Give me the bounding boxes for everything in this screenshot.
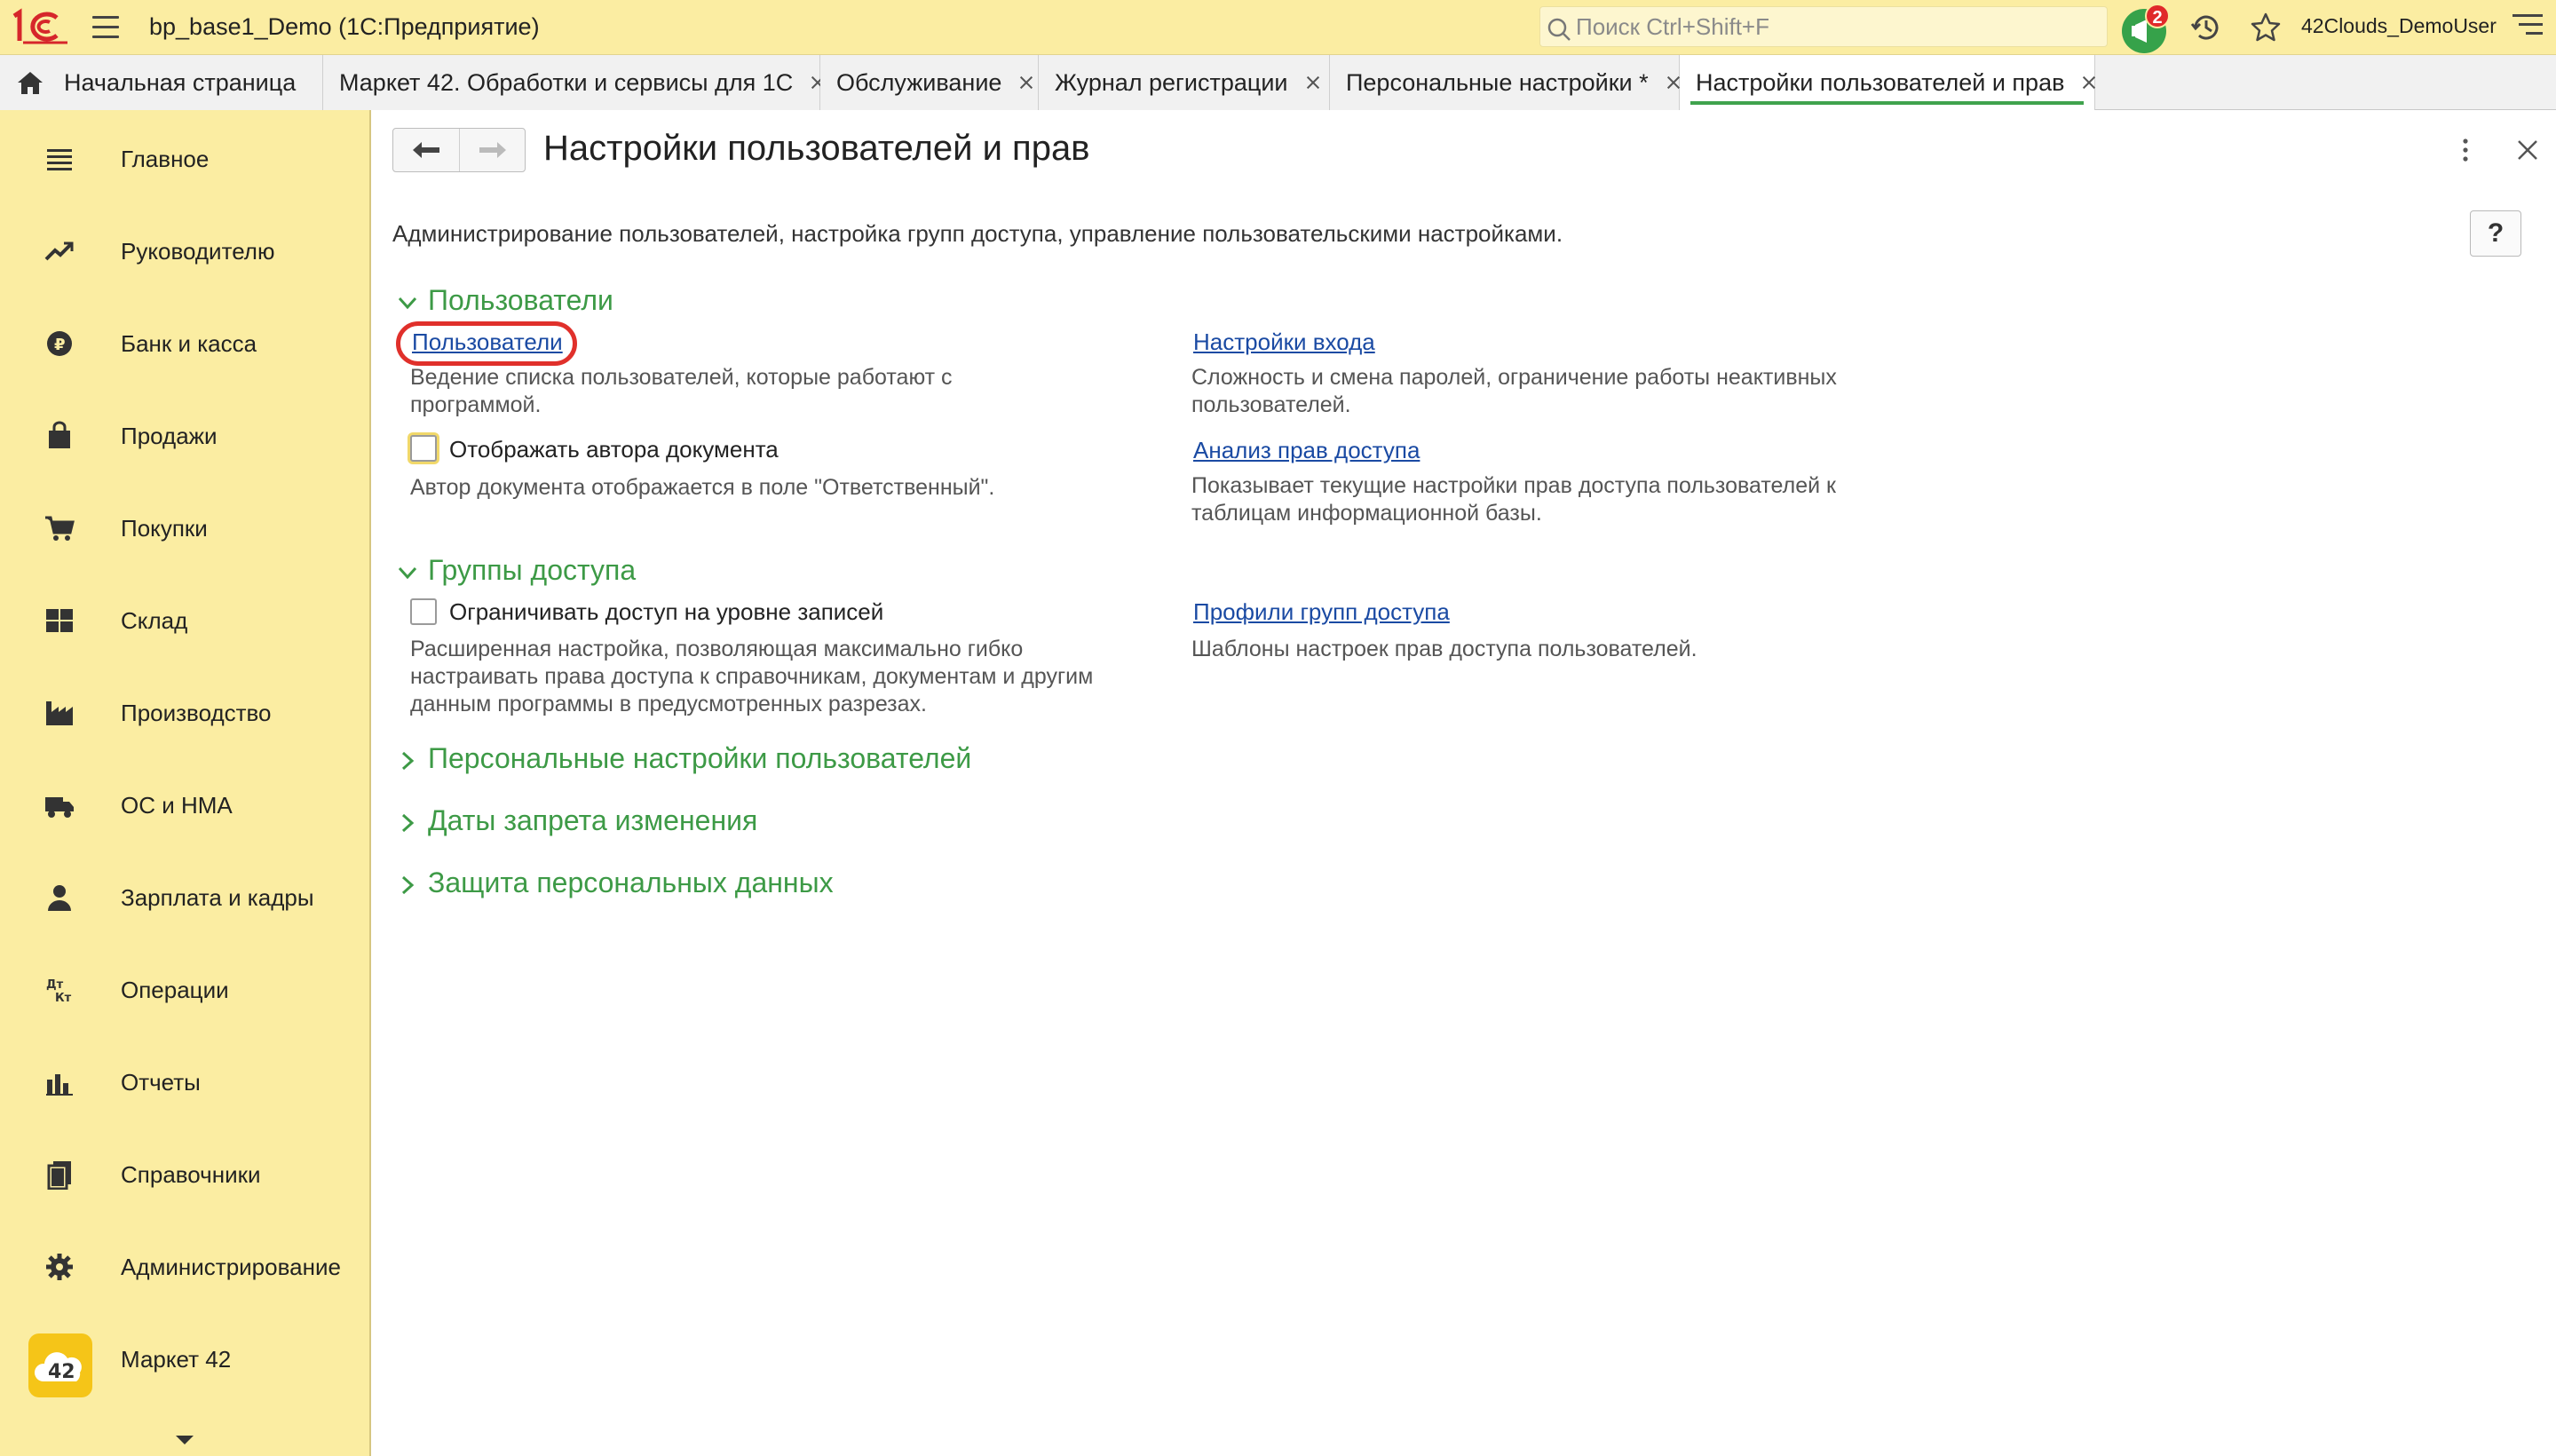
close-tab-icon[interactable]: [1304, 74, 1313, 91]
chevron-down-icon: [396, 291, 419, 314]
tab-market42[interactable]: [323, 55, 820, 110]
tab-user-rights-settings[interactable]: [1680, 55, 2095, 110]
sidebar-item-warehouse[interactable]: [0, 575, 369, 664]
sidebar-item-label: Маркет 42: [121, 1346, 232, 1373]
sidebar-item-label: Банк и касса: [121, 330, 257, 357]
access-analysis-link[interactable]: Анализ прав доступа: [1193, 437, 1420, 463]
favorites-star-icon[interactable]: [2249, 11, 2283, 44]
svg-text:42: 42: [48, 1361, 75, 1383]
access-analysis-note: Показывает текущие настройки прав доступа пользователей к таблицам информационной базы.: [1191, 473, 1836, 526]
search-box[interactable]: [1539, 6, 2108, 47]
tab-label: Маркет 42. Обработки и сервисы для 1С: [339, 68, 794, 96]
tab-home[interactable]: [0, 55, 323, 110]
sidebar-item-operations[interactable]: [0, 945, 369, 1033]
sidebar-item-fixed-assets[interactable]: [0, 760, 369, 849]
arrow-left-icon: [411, 140, 441, 160]
back-button[interactable]: [393, 129, 459, 171]
warehouse-icon: [44, 605, 75, 636]
home-icon: [16, 68, 44, 97]
show-author-checkbox[interactable]: [410, 435, 437, 462]
chevron-down-icon: [396, 561, 419, 584]
sidebar-item-label: Отчеты: [121, 1069, 201, 1096]
history-icon[interactable]: [2189, 11, 2223, 44]
sidebar-item-administration[interactable]: [0, 1222, 369, 1310]
group-title: Пользователи: [428, 284, 613, 316]
books-icon: [44, 1159, 75, 1190]
sidebar-item-label: Покупки: [121, 515, 208, 542]
sidebar-item-market42[interactable]: [0, 1314, 369, 1403]
dt-kt-icon: [44, 975, 75, 1005]
trend-icon: [44, 236, 75, 266]
access-group-profiles-note: Шаблоны настроек прав доступа пользователей.: [1191, 637, 1697, 661]
svg-text:₽: ₽: [54, 336, 66, 354]
show-author-note: Автор документа отображается в поле "Ответственный".: [410, 475, 995, 500]
notifications-button[interactable]: [2122, 5, 2168, 50]
close-form-icon[interactable]: [2514, 137, 2541, 163]
cart-icon: [44, 513, 75, 543]
app-title: bp_base1_Demo (1С:Предприятие): [149, 13, 540, 40]
current-user[interactable]: 42Clouds_DemoUser: [2301, 14, 2497, 37]
sidebar-item-label: Операции: [121, 977, 229, 1003]
tab-label: Настройки пользователей и прав: [1696, 68, 2065, 96]
svg-text:Дт: Дт: [46, 978, 64, 992]
factory-icon: [44, 698, 75, 728]
restrict-record-level-note: Расширенная настройка, позволяющая максимально гибко настраивать права доступа к справочникам, документам и другим данным программы в предусмотренных разрезах.: [410, 637, 1094, 716]
group-title: Персональные настройки пользователей: [428, 742, 972, 774]
page-description: Администрирование пользователей, настройка групп доступа, управление пользовательскими настройками.: [392, 220, 1563, 247]
bag-icon: [44, 421, 75, 451]
group-access-groups-header[interactable]: [396, 554, 636, 587]
group-change-lock-dates-header[interactable]: [396, 804, 757, 837]
main-menu-icon[interactable]: [92, 16, 119, 39]
list-icon: [44, 144, 75, 174]
group-title: Защита персональных данных: [428, 866, 834, 898]
sidebar-item-label: Главное: [121, 146, 210, 172]
chevron-right-icon: [396, 811, 419, 835]
forward-button[interactable]: [459, 129, 525, 171]
tab-label: Персональные настройки *: [1346, 68, 1649, 96]
sidebar-item-label: Зарплата и кадры: [121, 884, 314, 911]
sidebar-item-label: Администрирование: [121, 1254, 341, 1280]
truck-icon: [44, 790, 75, 820]
scroll-down-icon[interactable]: [174, 1433, 195, 1447]
group-personal-data-protection-header[interactable]: [396, 866, 834, 899]
group-title: Группы доступа: [428, 554, 637, 586]
settings-menu-icon[interactable]: [2512, 14, 2543, 41]
tab-event-log[interactable]: [1039, 55, 1330, 110]
sidebar-item-sales[interactable]: [0, 391, 369, 479]
navigation-buttons: [392, 128, 526, 172]
tab-label: Начальная страница: [64, 68, 297, 96]
tab-personal-settings[interactable]: [1330, 55, 1680, 110]
group-title: Даты запрета изменения: [428, 804, 758, 836]
sidebar-item-manager[interactable]: [0, 206, 369, 295]
bar-chart-icon: [44, 1067, 75, 1097]
access-group-profiles-link[interactable]: Профили групп доступа: [1193, 598, 1450, 625]
group-users-header[interactable]: [396, 284, 613, 317]
sidebar-item-label: Склад: [121, 607, 188, 634]
login-settings-link[interactable]: Настройки входа: [1193, 328, 1375, 355]
sidebar-item-label: Продажи: [121, 423, 218, 449]
tab-label: Обслуживание: [836, 68, 1002, 96]
users-note: Ведение списка пользователей, которые работают с программой.: [410, 365, 953, 417]
sidebar-item-bank[interactable]: [0, 298, 369, 387]
help-button[interactable]: ?: [2470, 210, 2521, 257]
top-bar: [0, 0, 2556, 55]
more-actions-icon[interactable]: [2457, 135, 2474, 165]
users-link[interactable]: Пользователи: [412, 328, 563, 355]
sidebar-item-purchases[interactable]: [0, 483, 369, 572]
gear-icon: [44, 1252, 75, 1282]
svg-text:Кт: Кт: [55, 992, 72, 1005]
sidebar-item-production[interactable]: [0, 668, 369, 756]
sections-sidebar: [0, 110, 371, 1456]
tab-maintenance[interactable]: [820, 55, 1039, 110]
sidebar-item-label: Производство: [121, 700, 272, 726]
person-icon: [44, 882, 75, 913]
sidebar-item-payroll[interactable]: [0, 852, 369, 941]
arrow-right-icon: [478, 140, 508, 160]
search-icon: [1546, 16, 1572, 43]
restrict-record-level-label[interactable]: Ограничивать доступ на уровне записей: [449, 598, 884, 625]
main-content: [373, 110, 2556, 1456]
search-input[interactable]: [1576, 12, 2091, 41]
chevron-right-icon: [396, 749, 419, 772]
sidebar-item-main[interactable]: [0, 114, 369, 202]
sidebar-item-label: Справочники: [121, 1161, 261, 1188]
sidebar-item-label: ОС и НМА: [121, 792, 233, 819]
tabs-bar: [0, 55, 2556, 110]
close-tab-icon[interactable]: [1017, 74, 1022, 91]
login-settings-note: Сложность и смена паролей, ограничение работы неактивных пользователей.: [1191, 365, 1837, 417]
restrict-record-level-checkbox[interactable]: [410, 598, 437, 625]
tab-label: Журнал регистрации: [1055, 68, 1288, 96]
page-title: Настройки пользователей и прав: [543, 129, 1090, 168]
sidebar-item-reports[interactable]: [0, 1037, 369, 1126]
sidebar-item-label: Руководителю: [121, 238, 275, 265]
chevron-right-icon: [396, 874, 419, 897]
sidebar-item-catalogs[interactable]: [0, 1129, 369, 1218]
notifications-count-badge: 2: [2145, 4, 2170, 28]
market-cloud-icon: [28, 1333, 92, 1397]
1c-logo[interactable]: [11, 7, 69, 46]
show-author-label[interactable]: Отображать автора документа: [449, 436, 779, 463]
ruble-icon: [44, 328, 75, 359]
group-personal-settings-header[interactable]: [396, 742, 971, 775]
